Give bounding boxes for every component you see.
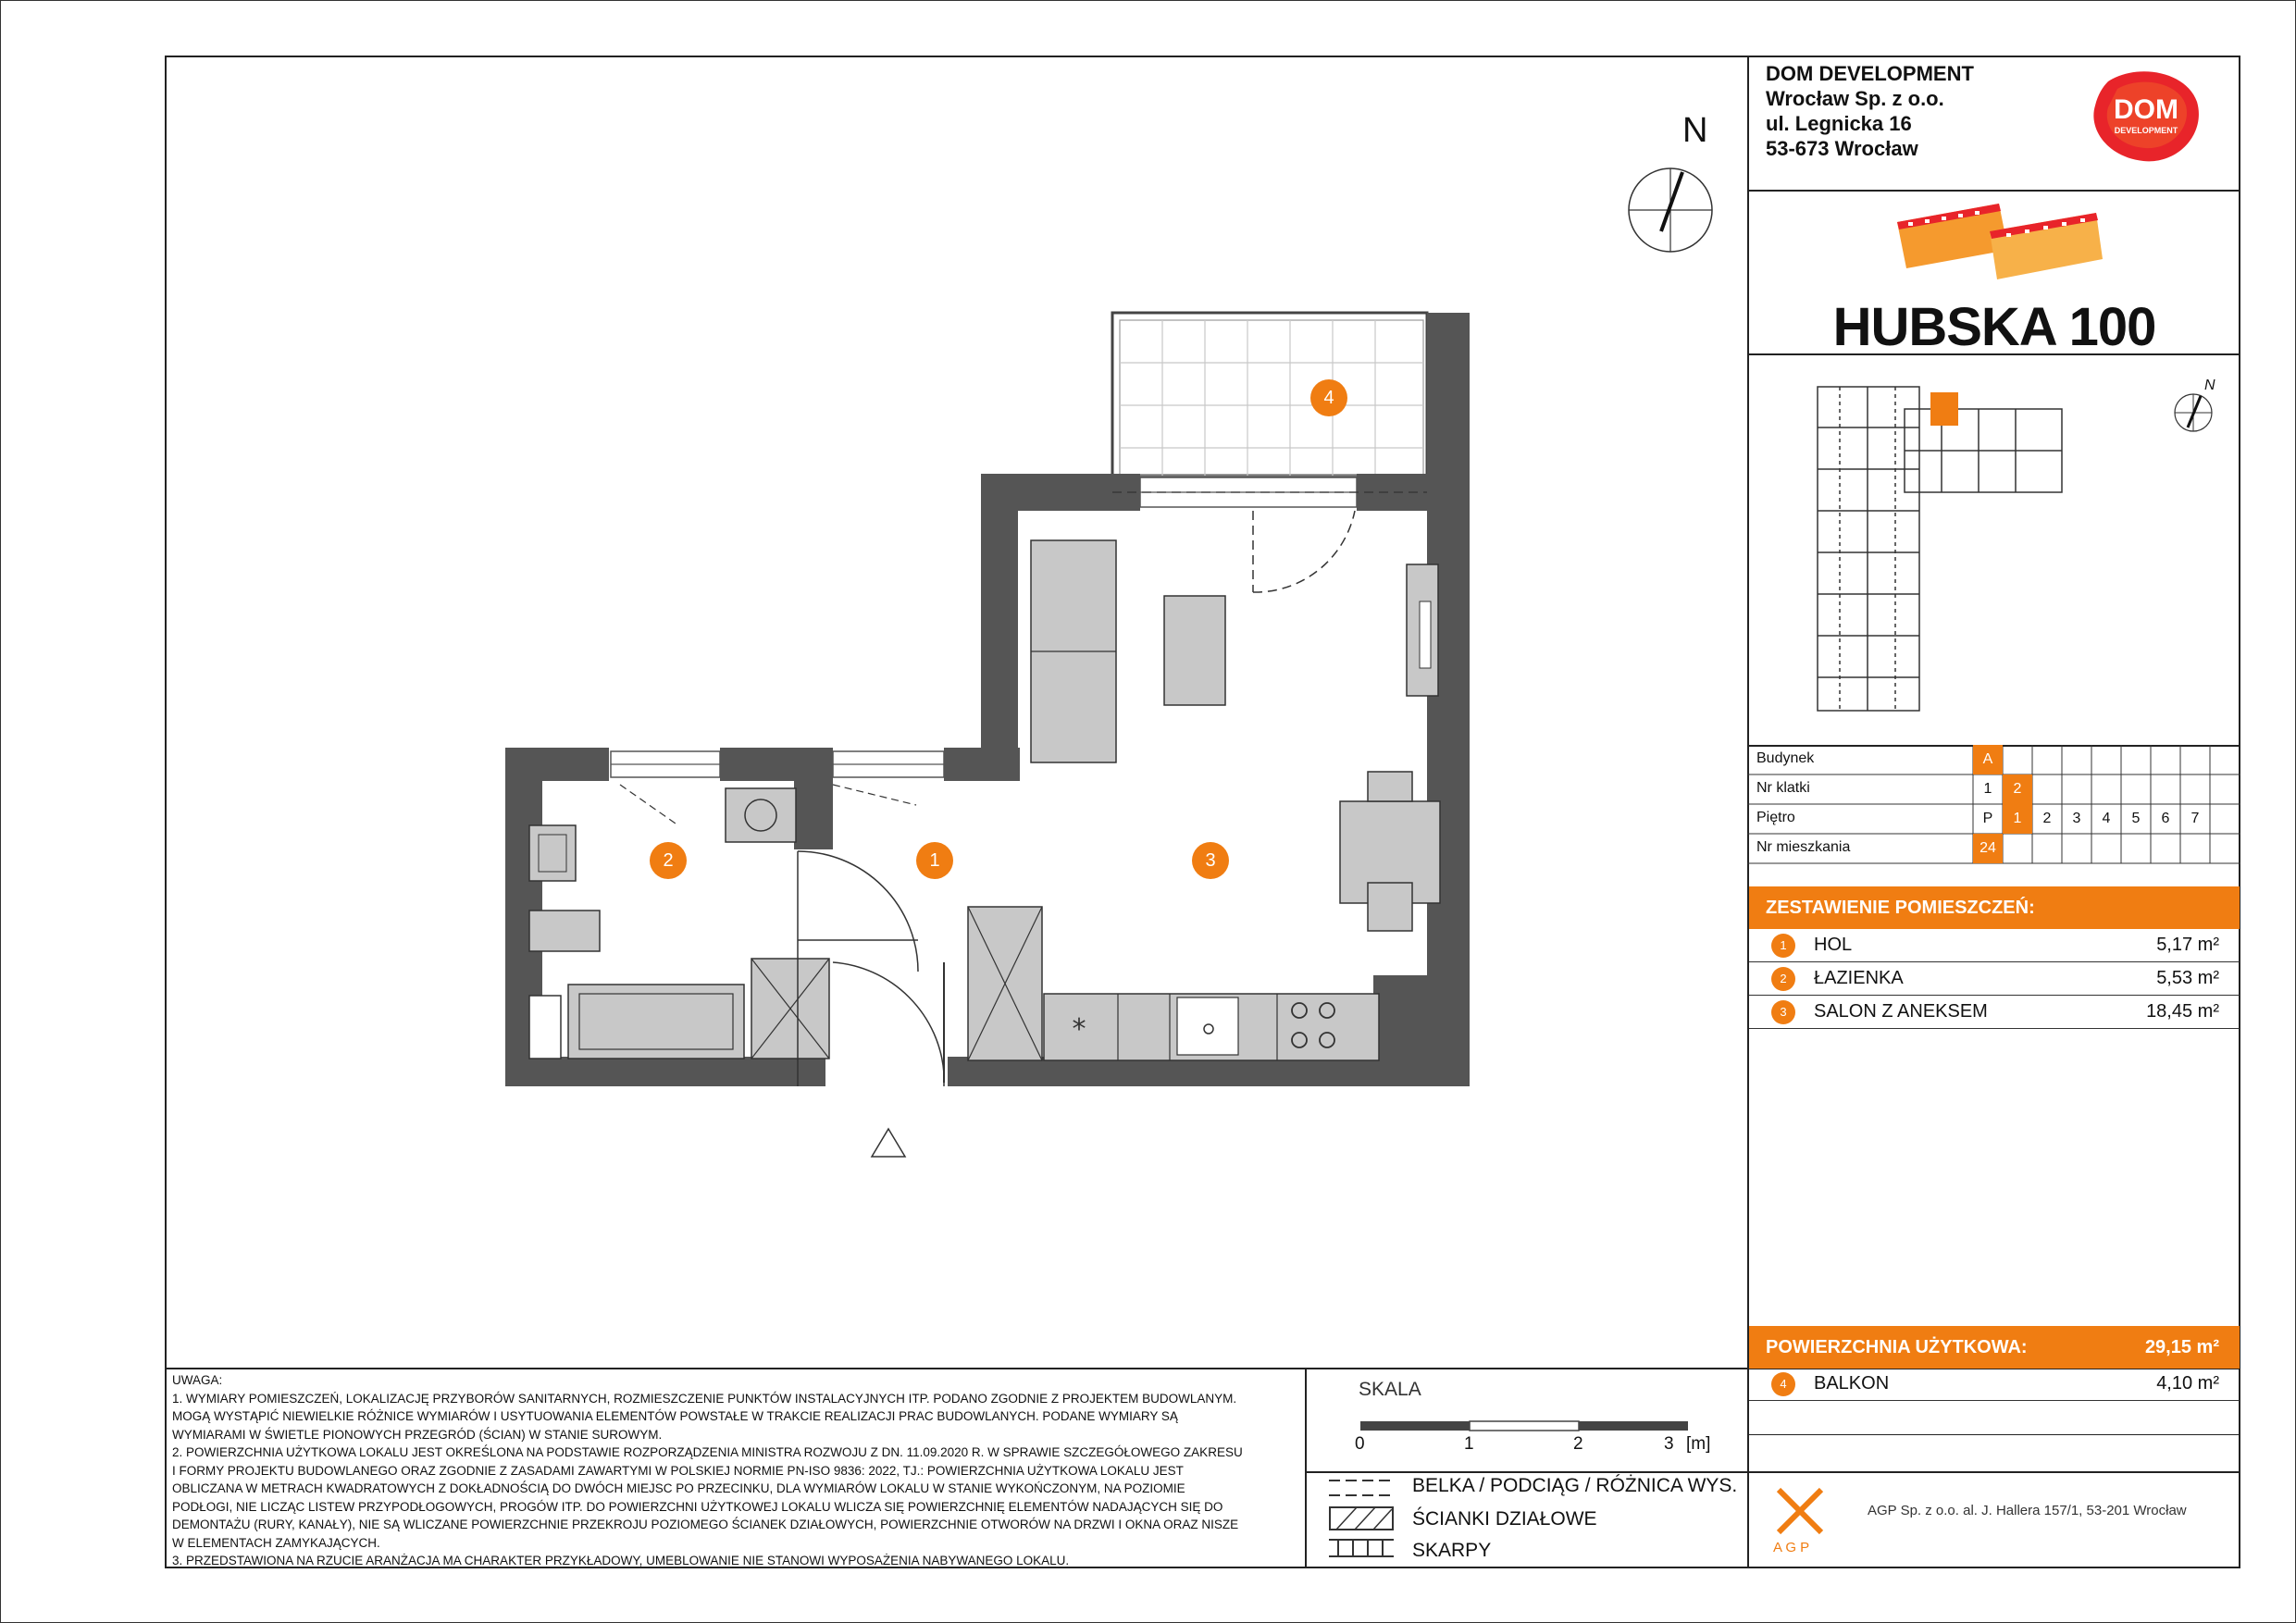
notes-line: 1. WYMIARY POMIESZCZEŃ, LOKALIZACJĘ PRZYBORÓW SANITARNYCH, ROZMIESZCZENIE PUNKTÓW INSTALACYJNYCH ITP. PODANO ZGODNIE Z PROJEKTEM BUDOWLANYM. [172, 1391, 1237, 1406]
room-area: 18,45 m² [2146, 1001, 2219, 1022]
legend-slope: SKARPY [1412, 1540, 1492, 1561]
room-name: ŁAZIENKA [1814, 968, 1904, 988]
apartment-number-cell: 24 [1973, 834, 2003, 863]
label-budynek: Budynek [1756, 750, 1815, 766]
floor-cell: 4 [2102, 811, 2111, 826]
company-info [1766, 61, 1974, 161]
legend-beam: BELKA / PODCIĄG / RÓŻNICA WYS. [1412, 1475, 1738, 1496]
rooms-header-label: ZESTAWIENIE POMIESZCZEŃ: [1766, 898, 2035, 918]
legend-beam-symbol [1329, 1477, 1394, 1499]
room-row [1749, 996, 2240, 1029]
key-plan-compass [2171, 379, 2221, 435]
compass-icon [1625, 165, 1716, 255]
balcony-row [1749, 1368, 2240, 1401]
room-number-badge: 3 [1771, 1000, 1795, 1024]
room-number-badge: 2 [1771, 967, 1795, 991]
notes-line: UWAGA: [172, 1373, 223, 1387]
notes-line: I FORMY PROJEKTU BUDOWLANEGO ORAZ ZGODNIE Z ZASADAMI ZAWARTYMI W POLSKIEJ NORMIE PN-ISO 9836: 2022, TJ.: POWIERZCHNIA UŻYTKOWA LOKALU JEST [172, 1463, 1184, 1478]
scale-title: SKALA [1359, 1379, 1421, 1400]
scale-tick: 1 [1464, 1434, 1474, 1454]
building-table [1747, 745, 2240, 865]
notes-line: DEMONTAŻU (RURY, KANAŁY), NIE SĄ WLICZANE POWIERZCHNIE PRZEKROJU POZIOMEGO ŚCIANEK DZIAŁOWYCH, POWIERZCHNIE OTWORÓW NA DRZWI I OKNA ORAZ NISZE [172, 1518, 1239, 1531]
company-name: DOM DEVELOPMENT [1766, 62, 1974, 85]
divider-line [1747, 190, 2240, 192]
plan-room-2-badge: 2 [650, 842, 687, 879]
company-subname: Wrocław Sp. z o.o. [1766, 87, 1944, 110]
logo-subtext: DEVELOPMENT [2114, 126, 2178, 135]
floor-cell: 7 [2191, 811, 2200, 826]
unit-floor-plan [490, 305, 1508, 1175]
floor-cell: 2 [2042, 811, 2052, 826]
logo-text: DOM [2114, 94, 2178, 125]
room-name: HOL [1814, 935, 1853, 955]
north-label: N [1682, 111, 1708, 150]
plan-room-4-badge: 4 [1310, 379, 1347, 416]
room-name: SALON Z ANEKSEM [1814, 1001, 1988, 1022]
key-plan [1812, 381, 2071, 724]
label-nr-mieszkania: Nr mieszkania [1756, 839, 1851, 855]
agp-divider [1747, 1471, 2240, 1473]
room-row [1749, 929, 2240, 962]
notes-line: W ELEMENTACH ZAMYKAJĄCYCH. [172, 1535, 380, 1550]
agp-logo [1769, 1484, 1834, 1558]
room-row [1749, 962, 2240, 996]
usable-area-value: 29,15 m² [2144, 1337, 2219, 1357]
film-strip-logo [1888, 194, 2110, 296]
agp-letters: A G P [1773, 1540, 1810, 1555]
legend-partition-symbol [1329, 1506, 1394, 1530]
room-number-badge: 1 [1771, 934, 1795, 958]
notes-line: WYMIARAMI W ŚWIETLE PIONOWYCH PRZEGRÓD (ŚCIAN) W STANIE SUROWYM. [172, 1427, 663, 1442]
scale-tick: 0 [1355, 1434, 1365, 1454]
company-street: ul. Legnicka 16 [1766, 112, 1912, 135]
dom-logo [2090, 68, 2203, 165]
floor-cell-active: 1 [2003, 804, 2032, 834]
scale-tick: 3 [1664, 1434, 1674, 1454]
agp-address: AGP Sp. z o.o. al. J. Hallera 157/1, 53-201 Wrocław [1868, 1503, 2187, 1518]
scale-bar [1360, 1419, 1690, 1431]
footer-divider-v [1305, 1368, 1307, 1568]
plan-room-1-badge: 1 [916, 842, 953, 879]
notes-line: MOGĄ WYSTĄPIĆ NIEWIELKIE RÓŻNICE WYMIARÓW I USYTUOWANIA ELEMENTÓW POWSTAŁE W TRAKCIE REALIZACJI PRAC BUDOWLANYCH. PODANE WYMIARY SĄ [172, 1409, 1178, 1423]
notes-line: 3. PRZEDSTAWIONA NA RZUCIE ARANŻACJA MA CHARAKTER PRZYKŁADOWY, UMEBLOWANIE NIE STANOWI WYPOSAŻENIA NABYWANEGO LOKALU. [172, 1554, 1070, 1567]
usable-area-label: POWIERZCHNIA UŻYTKOWA: [1766, 1337, 2028, 1357]
floor-cell: P [1982, 811, 1993, 826]
company-city: 53-673 Wrocław [1766, 137, 1918, 160]
floor-cell: 3 [2072, 811, 2081, 826]
notes [172, 1371, 1301, 1570]
staircase-cell-active: 2 [2003, 774, 2032, 804]
rooms-header [1749, 886, 2240, 929]
legend-divider [1305, 1471, 1749, 1473]
project-title: HUBSKA 100 [1832, 297, 2156, 357]
notes-line: 2. POWIERZCHNIA UŻYTKOWA LOKALU JEST OKREŚLONA NA PODSTAWIE ROZPORZĄDZENIA MINISTRA ROZWOJU Z DN. 11.09.2020 R. W SPRAWIE SZCZEGÓŁOWEGO ZAKRESU [172, 1445, 1243, 1459]
room-area: 5,53 m² [2156, 968, 2219, 988]
svg-text:*: * [1072, 1013, 1086, 1046]
staircase-cell: 1 [1983, 781, 1992, 797]
floor-cell: 5 [2131, 811, 2141, 826]
scale-unit: [m] [1686, 1434, 1711, 1454]
balcony-area: 4,10 m² [2156, 1373, 2219, 1394]
label-pietro: Piętro [1756, 810, 1795, 825]
notes-line: OBLICZANA W METRACH KWADRATOWYCH Z DOKŁADNOŚCIĄ DO DWÓCH MIEJSC PO PRZECINKU, DLA WYMIARÓW LOKALU W STANIE WYKOŃCZONYM, NA POZIOMIE [172, 1481, 1185, 1495]
room-area: 5,17 m² [2156, 935, 2219, 955]
notes-line: PODŁOGI, NIE LICZĄC LISTEW PRZYPODŁOGOWYCH, PROGÓW ITP. DO POWIERZCHNI UŻYTKOWEJ LOKALU WLICZA SIĘ POWIERZCHNIĘ ELEMENTÓW NADAJĄCYCH SIĘ DO [172, 1499, 1223, 1514]
key-plan-north-label: N [2204, 378, 2215, 393]
floor-cell: 6 [2161, 811, 2170, 826]
balcony-number-badge: 4 [1771, 1372, 1795, 1396]
balcony-name: BALKON [1814, 1373, 1890, 1394]
building-cell: A [1973, 745, 2003, 774]
label-nr-klatki: Nr klatki [1756, 780, 1810, 796]
usable-area-bar [1749, 1326, 2240, 1369]
plan-room-3-badge: 3 [1192, 842, 1229, 879]
legend-slope-symbol [1329, 1536, 1394, 1560]
entrance-arrow-icon [870, 1127, 907, 1158]
divider-line [1747, 1434, 2240, 1435]
scale-tick: 2 [1573, 1434, 1583, 1454]
legend-partition: ŚCIANKI DZIAŁOWE [1412, 1508, 1597, 1530]
